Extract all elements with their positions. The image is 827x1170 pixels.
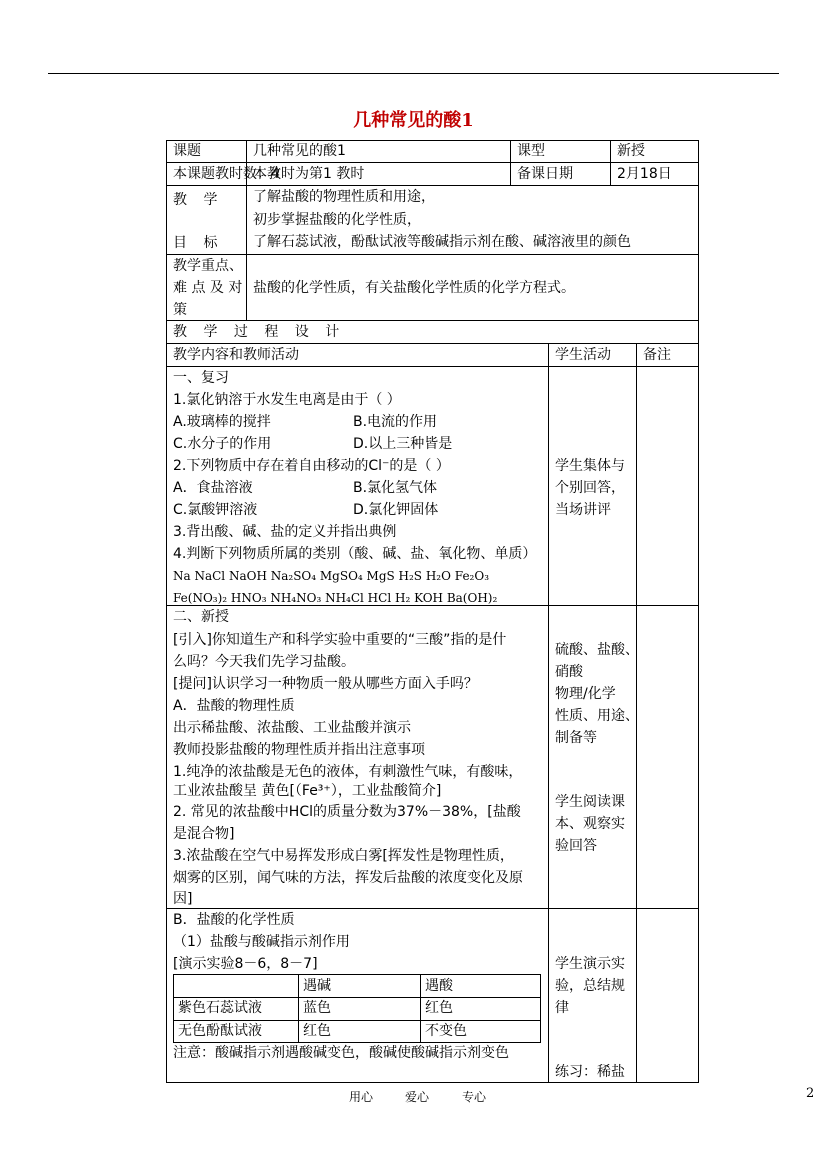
footer-item: 用心 bbox=[349, 1090, 374, 1104]
q1-option-a: A.玻璃棒的搅拌 bbox=[173, 414, 271, 430]
indicator-col-divider bbox=[298, 974, 299, 1043]
row-divider bbox=[166, 908, 699, 909]
student-practice: 练习：稀盐 bbox=[555, 1064, 625, 1080]
formula-list: Fe(NO₃)₂ HNO₃ NH₄NO₃ NH₄Cl HCl H₂ KOH Ba(OH)₂ bbox=[173, 591, 498, 605]
objectives-label-bottom: 目 标 bbox=[173, 235, 224, 251]
student-activity: 硝酸 bbox=[555, 664, 583, 680]
lesson-line: [提问]认识学习一种物质一般从哪些方面入手吗？ bbox=[173, 676, 478, 692]
column-content: 教学内容和教师活动 bbox=[173, 347, 299, 363]
q2-option-b: B.氯化氢气体 bbox=[353, 480, 438, 496]
student-activity: 硫酸、盐酸、 bbox=[555, 642, 639, 658]
student-activity: 学生演示实 bbox=[555, 956, 625, 972]
lesson-line: 出示稀盐酸、浓盐酸、工业盐酸并演示 bbox=[173, 720, 411, 736]
column-student: 学生活动 bbox=[555, 347, 611, 363]
q1-option-d: D.以上三种皆是 bbox=[353, 436, 453, 452]
lesson-line: 3.浓盐酸在空气中易挥发形成白雾[挥发性是物理性质， bbox=[173, 848, 514, 864]
student-activity: 律 bbox=[555, 1000, 569, 1016]
prep-date-label: 备课日期 bbox=[517, 166, 573, 182]
page-title: 几种常见的酸1 bbox=[353, 110, 474, 131]
student-activity: 学生集体与 bbox=[555, 458, 625, 474]
chemical-heading: B．盐酸的化学性质 bbox=[173, 912, 295, 928]
student-activity: 物理/化学 bbox=[555, 686, 616, 702]
indicator-col-divider bbox=[420, 974, 421, 1043]
indicator-cell: 无色酚酞试液 bbox=[178, 1023, 262, 1039]
hours-total: 本课题教时数：4 bbox=[173, 166, 280, 182]
col-divider bbox=[610, 140, 611, 185]
demo-label: [演示实验8－6，8－7] bbox=[173, 956, 318, 972]
student-activity: 性质、用途、 bbox=[555, 708, 639, 724]
q2-option-d: D.氯化钾固体 bbox=[353, 502, 439, 518]
objective-line: 了解盐酸的物理性质和用途， bbox=[253, 189, 435, 205]
subject-label: 课题 bbox=[173, 143, 201, 159]
lesson-line: 2. 常见的浓盐酸中HCl的质量分数为37%－38%，[盐酸 bbox=[173, 804, 521, 820]
key-points-text: 盐酸的化学性质，有关盐酸化学性质的化学方程式。 bbox=[253, 280, 575, 296]
lesson-line: 二、新授 bbox=[173, 609, 229, 625]
key-points-label: 难 点 及 对 bbox=[173, 280, 243, 296]
row-divider bbox=[166, 366, 699, 367]
indicator-cell: 红色 bbox=[303, 1023, 331, 1039]
page-number: 2 bbox=[806, 1086, 815, 1101]
q2-option-c: C.氯酸钾溶液 bbox=[173, 502, 258, 518]
question-1: 1.氯化钠溶于水发生电离是由于（ ） bbox=[173, 392, 401, 408]
footer-item: 爱心 bbox=[405, 1090, 430, 1104]
objectives-label-top: 教 学 bbox=[173, 192, 224, 208]
lesson-line: A．盐酸的物理性质 bbox=[173, 698, 295, 714]
student-activity: 个别回答， bbox=[555, 480, 625, 496]
chemical-subheading: （1）盐酸与酸碱指示剂作用 bbox=[173, 934, 350, 950]
type-value: 新授 bbox=[617, 143, 645, 159]
row-divider bbox=[166, 320, 699, 321]
student-activity: 当场讲评 bbox=[555, 502, 611, 518]
lesson-line: 1.纯净的浓盐酸是无色的液体，有刺激性气味，有酸味， bbox=[173, 764, 523, 780]
question-3: 3.背出酸、碱、盐的定义并指出典例 bbox=[173, 524, 397, 540]
indicator-cell: 蓝色 bbox=[303, 1000, 331, 1016]
lesson-line: 么吗？今天我们先学习盐酸。 bbox=[173, 654, 355, 670]
footer-item: 专心 bbox=[462, 1090, 487, 1104]
header-rule bbox=[48, 73, 779, 74]
hours-current: 本教时为第1 教时 bbox=[253, 166, 365, 182]
lesson-line: [引入]你知道生产和科学实验中重要的“三酸”指的是什 bbox=[173, 632, 507, 648]
subject-value: 几种常见的酸1 bbox=[253, 143, 346, 159]
col-divider bbox=[246, 140, 247, 254]
q2-option-a: A．食盐溶液 bbox=[173, 480, 253, 496]
student-activity: 本、观察实 bbox=[555, 816, 625, 832]
student-activity: 验回答 bbox=[555, 838, 597, 854]
review-heading: 一、复习 bbox=[173, 370, 229, 386]
col-divider bbox=[548, 343, 549, 1083]
lesson-line: 工业浓盐酸呈 黄色[（Fe³⁺），工业盐酸简介] bbox=[173, 783, 442, 799]
q1-option-c: C.水分子的作用 bbox=[173, 436, 272, 452]
lesson-line: 烟雾的区别，闻气味的方法，挥发后盐酸的浓度变化及原 bbox=[173, 870, 523, 886]
question-2: 2.下列物质中存在着自由移动的Cl⁻的是（ ） bbox=[173, 458, 450, 474]
col-divider bbox=[510, 140, 511, 185]
objective-line: 初步掌握盐酸的化学性质， bbox=[253, 212, 421, 228]
column-note: 备注 bbox=[643, 347, 671, 363]
indicator-cell: 紫色石蕊试液 bbox=[178, 1000, 262, 1016]
formula-list: Na NaCl NaOH Na₂SO₄ MgSO₄ MgS H₂S H₂O Fe₂O₃ bbox=[173, 569, 490, 583]
process-design-label: 教 学 过 程 设 计 bbox=[173, 324, 346, 340]
row-divider bbox=[166, 343, 699, 344]
lesson-line: 是混合物] bbox=[173, 826, 235, 842]
type-label: 课型 bbox=[517, 143, 545, 159]
lesson-line: 因] bbox=[173, 891, 193, 907]
student-activity: 验，总结规 bbox=[555, 978, 625, 994]
indicator-note: 注意：酸碱指示剂遇酸碱变色，酸碱使酸碱指示剂变色 bbox=[173, 1045, 509, 1061]
prep-date-value: 2月18日 bbox=[617, 166, 672, 182]
indicator-header: 遇碱 bbox=[303, 978, 331, 994]
objective-line: 了解石蕊试液，酚酞试液等酸碱指示剂在酸、碱溶液里的颜色 bbox=[253, 234, 631, 250]
q1-option-b: B.电流的作用 bbox=[353, 414, 438, 430]
key-points-label: 教学重点、 bbox=[173, 258, 243, 274]
col-divider bbox=[246, 254, 247, 320]
question-4: 4.判断下列物质所属的类别（酸、碱、盐、氧化物、单质） bbox=[173, 546, 537, 562]
lesson-line: 教师投影盐酸的物理性质并指出注意事项 bbox=[173, 742, 425, 758]
key-points-label: 策 bbox=[173, 302, 187, 318]
indicator-cell: 不变色 bbox=[425, 1023, 467, 1039]
indicator-cell: 红色 bbox=[425, 1000, 453, 1016]
indicator-header: 遇酸 bbox=[425, 978, 453, 994]
student-activity: 学生阅读课 bbox=[555, 794, 625, 810]
student-activity: 制备等 bbox=[555, 730, 597, 746]
